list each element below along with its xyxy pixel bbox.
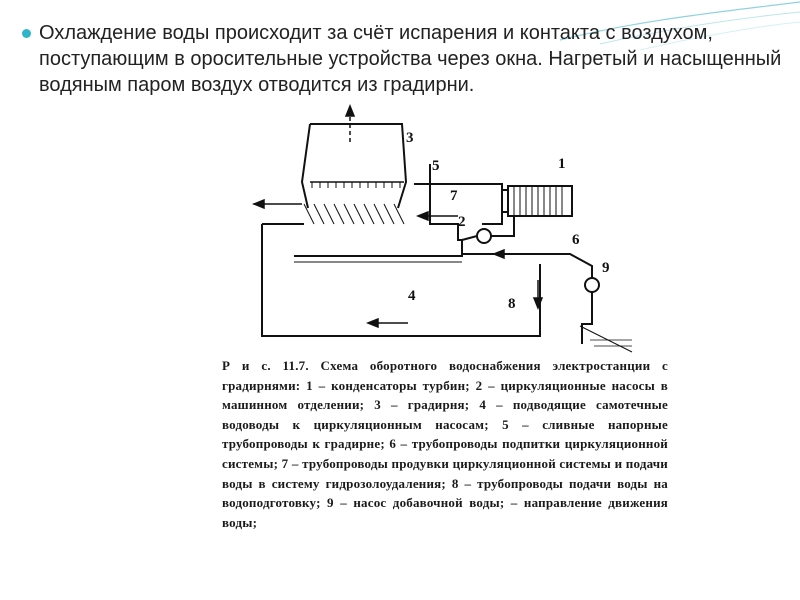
figure-caption [222,356,668,588]
tower-shell-right [310,124,406,208]
slide-paragraph: Охлаждение воды происходит за счёт испарения и контакта с воздухом, поступающим в оросительные устройства через окна. Нагретый и насыщенный водяным паром воздух отводится из градирни. [39,22,782,96]
cooling-tower-diagram [162,104,682,354]
slide-text-block [22,20,782,98]
basin-outline [262,224,540,336]
label-6: 6 [572,232,580,248]
label-9: 9 [602,260,610,276]
label-2: 2 [458,214,466,230]
tower-shell-left [302,124,310,208]
label-7: 7 [450,188,458,204]
caption-text: Р и с. 11.7. Схема оборотного водоснабжения электростанции с градирнями: 1 – конденсаторы турбин; 2 – циркуляционные насосы в машинном отделении; 3 – градирня; 4 – подводящие самотечные водоводы к циркуляционным насосам; 5 – сливные напорные трубопроводы к градирне; 6 – трубопроводы подпитки циркуляционной системы; 7 – трубопроводы продувки циркуляционной системы и подачи воды в систему гидрозолоудаления; 8 – трубопроводы подачи воды на водоподготовку; 9 – насос добавочной воды; – направление движения воды; [222,358,668,530]
label-4: 4 [408,288,416,304]
label-5: 5 [432,158,440,174]
label-8: 8 [508,296,516,312]
bullet-icon [22,29,31,38]
label-3: 3 [406,130,414,146]
label-1: 1 [558,156,566,172]
